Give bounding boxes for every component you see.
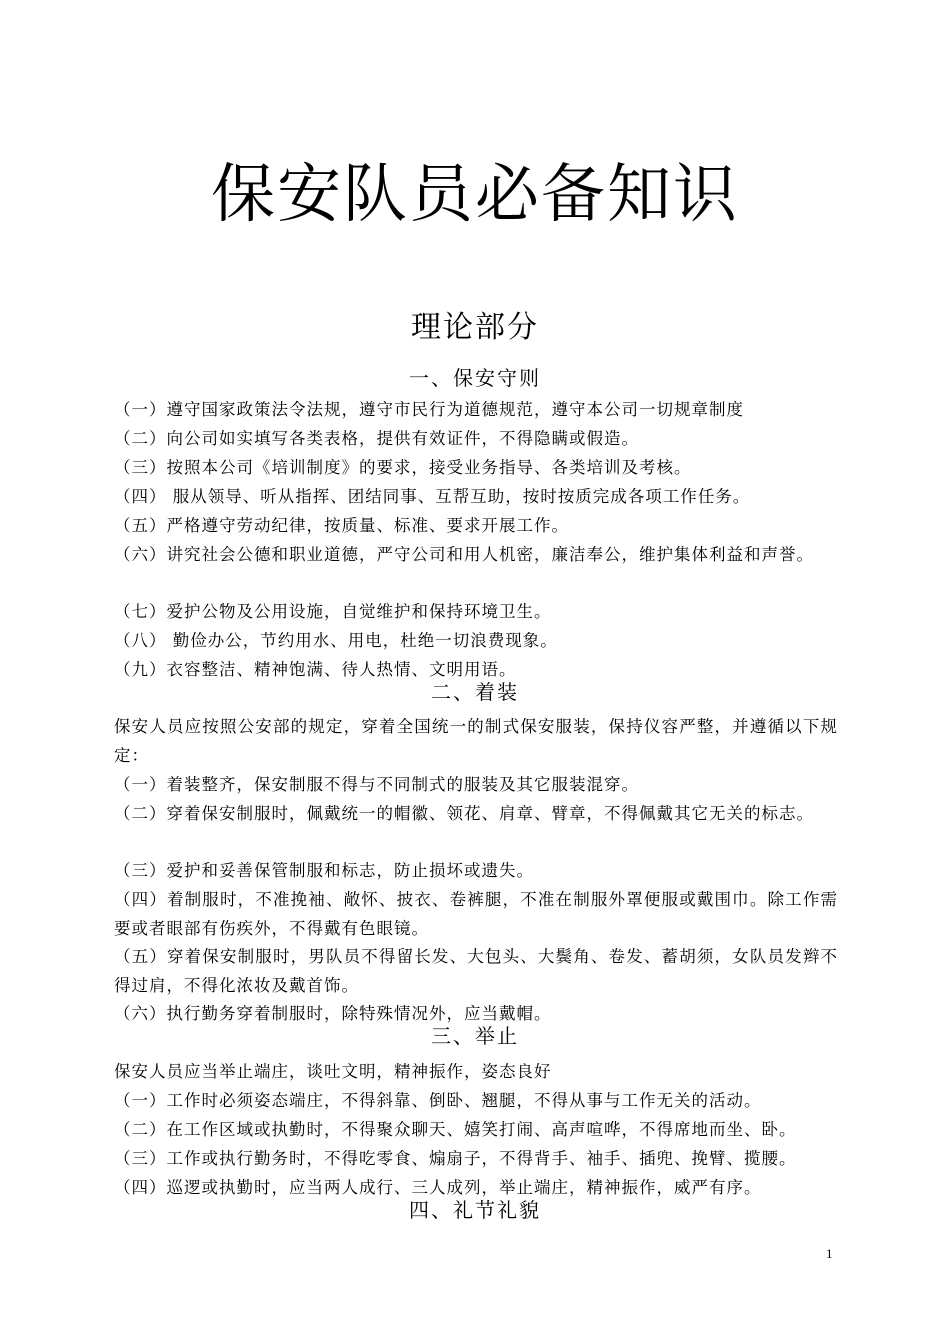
- list-item: （二）穿着保安制服时，佩戴统一的帽徽、领花、肩章、臂章，不得佩戴其它无关的标志。: [114, 804, 814, 823]
- document-title: 保安队员必备知识: [211, 158, 739, 232]
- list-item: （六）讲究社会公德和职业道德，严守公司和用人机密，廉洁奉公，维护集体利益和声誉。: [114, 545, 814, 564]
- section-heading: 四、礼节礼貌: [409, 1198, 541, 1222]
- page-number: 1: [826, 1246, 833, 1261]
- list-item: （三）爱护和妥善保管制服和标志，防止损坏或遗失。: [114, 861, 534, 880]
- section-intro: 保安人员应按照公安部的规定，穿着全国统一的制式保安服装，保持仪容严整，并遵循以下规定：: [114, 717, 838, 765]
- list-item: （一）工作时必须姿态端庄，不得斜靠、倒卧、翘腿，不得从事与工作无关的活动。: [114, 1091, 762, 1110]
- list-item: （一）着装整齐，保安制服不得与不同制式的服装及其它服装混穿。: [114, 775, 639, 794]
- section-heading: 二、着装: [431, 680, 519, 704]
- list-item: （四）着制服时，不准挽袖、敞怀、披衣、卷裤腿，不准在制服外罩便服或戴围巾。除工作需要或者眼部有伤疾外，不得戴有色眼镜。: [114, 890, 838, 938]
- list-item: （八） 勤俭办公，节约用水、用电，杜绝一切浪费现象。: [114, 631, 558, 650]
- list-item: （五）严格遵守劳动纪律，按质量、标准、要求开展工作。: [114, 516, 569, 535]
- section-heading: 三、举止: [431, 1024, 519, 1048]
- section-intro: 保安人员应当举止端庄，谈吐文明，精神振作，姿态良好: [114, 1062, 552, 1081]
- list-item: （四） 服从领导、听从指挥、团结同事、互帮互助，按时按质完成各项工作任务。: [114, 487, 751, 506]
- list-item: （五）穿着保安制服时，男队员不得留长发、大包头、大鬓角、卷发、蓄胡须，女队员发辫不得过肩，不得化浓妆及戴首饰。: [114, 947, 838, 995]
- document-subtitle: 理论部分: [411, 310, 539, 345]
- list-item: （二）向公司如实填写各类表格，提供有效证件，不得隐瞒或假造。: [114, 429, 639, 448]
- list-item: （四）巡逻或执勤时，应当两人成行、三人成列，举止端庄，精神振作，威严有序。: [114, 1178, 762, 1197]
- list-item: （三）按照本公司《培训制度》的要求，接受业务指导、各类培训及考核。: [114, 458, 692, 477]
- section-heading: 一、保安守则: [409, 366, 541, 390]
- list-item: （七）爱护公物及公用设施，自觉维护和保持环境卫生。: [114, 602, 552, 621]
- list-item: （九）衣容整洁、精神饱满、待人热情、文明用语。: [114, 660, 517, 679]
- list-item: （六）执行勤务穿着制服时，除特殊情况外，应当戴帽。: [114, 1004, 552, 1023]
- list-item: （三）工作或执行勤务时，不得吃零食、煽扇子，不得背手、袖手、插兜、挽臂、揽腰。: [114, 1149, 797, 1168]
- list-item: （二）在工作区域或执勤时，不得聚众聊天、嬉笑打闹、高声喧哗，不得席地而坐、卧。: [114, 1120, 797, 1139]
- list-item: （一）遵守国家政策法令法规，遵守市民行为道德规范，遵守本公司一切规章制度: [114, 400, 744, 419]
